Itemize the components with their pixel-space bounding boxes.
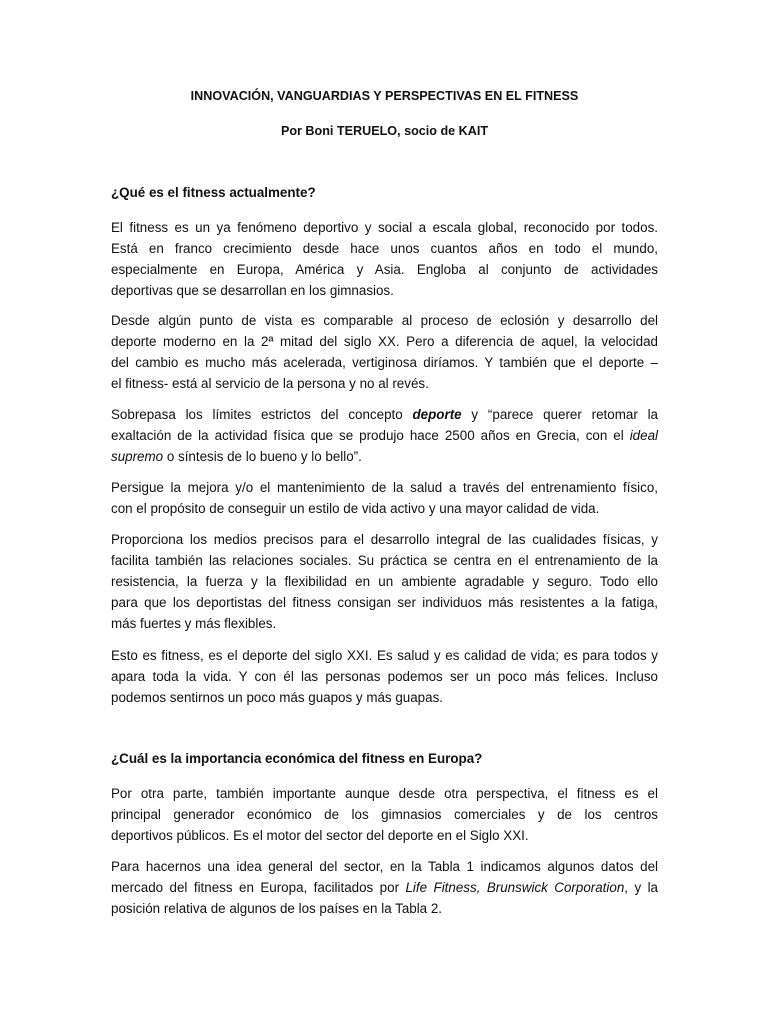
paragraph-3 (111, 404, 658, 467)
paragraph-line: apara toda la vida. Y con él las personas podemos ser un poco más felices. Incluso (111, 669, 658, 684)
text-run: mercado del fitness en Europa, facilitados por (111, 880, 406, 895)
paragraph-line: para que los deportistas del fitness consigan ser individuos más resistentes a la fatiga, (111, 595, 658, 610)
paragraph-line: facilita también las relaciones sociales. Su práctica se centra en el entrenamiento de la (111, 553, 658, 568)
paragraph-line: Para hacernos una idea general del sector, en la Tabla 1 indicamos algunos datos del (111, 859, 658, 874)
paragraph-line: posición relativa de algunos de los países en la Tabla 2. (111, 901, 443, 916)
paragraph-line (111, 877, 658, 898)
paragraph-2 (111, 310, 658, 394)
text-run: Sobrepasa los límites estrictos del concepto (111, 407, 413, 422)
emphasis-supremo: supremo (111, 449, 164, 464)
paragraph-line: deporte moderno en la 2ª mitad del siglo XX. Pero a diferencia de aquel, la velocidad (111, 334, 658, 349)
paragraph-line: más fuertes y más flexibles. (111, 616, 277, 631)
paragraph-line: deportivos públicos. Es el motor del sector del deporte en el Siglo XXI. (111, 828, 529, 843)
paragraph-line: Está en franco crecimiento desde hace unos cuantos años en todo el mundo, (111, 241, 658, 256)
paragraph-line: Por otra parte, también importante aunque desde otra perspectiva, el fitness es el (111, 786, 658, 801)
paragraph-4 (111, 477, 658, 519)
text-run: exaltación de la actividad física que se produjo hace 2500 años en Grecia, con el (111, 428, 630, 443)
emphasis-deporte: deporte (412, 407, 462, 422)
paragraph-line: Proporciona los medios precisos para el desarrollo integral de las cualidades físicas, y (111, 532, 658, 547)
text-run: y “parece querer retomar la (461, 407, 659, 422)
paragraph-line: resistencia, la fuerza y la flexibilidad en un ambiente agradable y seguro. Todo ello (111, 574, 658, 589)
text-run: , y la (624, 880, 659, 895)
paragraph-line: Esto es fitness, es el deporte del siglo XXI. Es salud y es calidad de vida; es para todos y (111, 648, 658, 663)
paragraph-line: del cambio es mucho más acelerada, vertiginosa diríamos. Y también que el deporte – (111, 355, 658, 370)
paragraph-line: Desde algún punto de vista es comparable al proceso de eclosión y desarrollo del (111, 313, 658, 328)
paragraph-7 (111, 783, 658, 846)
paragraph-line: Persigue la mejora y/o el mantenimiento de la salud a través del entrenamiento físico, (111, 480, 658, 495)
section-heading-2: ¿Cuál es la importancia económica del fitness en Europa? (111, 751, 483, 766)
paragraph-1 (111, 217, 658, 301)
emphasis-company: Life Fitness, Brunswick Corporation (405, 880, 625, 895)
document-byline: Por Boni TERUELO, socio de KAIT (280, 124, 489, 138)
paragraph-line: con el propósito de conseguir un estilo de vida activo y una mayor calidad de vida. (111, 501, 600, 516)
paragraph-line: principal generador económico de los gimnasios comerciales y de los centros (111, 807, 658, 822)
paragraph-line (111, 446, 658, 467)
section-heading-1: ¿Qué es el fitness actualmente? (111, 185, 316, 200)
emphasis-ideal: ideal (629, 428, 658, 443)
document-title: INNOVACIÓN, VANGUARDIAS Y PERSPECTIVAS EN EL FITNESS (190, 89, 579, 103)
paragraph-line: El fitness es un ya fenómeno deportivo y social a escala global, reconocido por todos. (111, 220, 658, 235)
paragraph-8 (111, 856, 658, 919)
paragraph-line: el fitness- está al servicio de la persona y no al revés. (111, 376, 429, 391)
text-run: o síntesis de lo bueno y lo bello”. (163, 449, 362, 464)
paragraph-line: podemos sentirnos un poco más guapos y más guapas. (111, 690, 443, 705)
paragraph-line (111, 425, 658, 446)
paragraph-5 (111, 529, 658, 634)
paragraph-line: deportivas que se desarrollan en los gimnasios. (111, 283, 394, 298)
document-page (111, 0, 658, 1024)
paragraph-6 (111, 645, 658, 708)
paragraph-line: especialmente en Europa, América y Asia. Engloba al conjunto de actividades (111, 262, 658, 277)
paragraph-line (111, 404, 658, 425)
